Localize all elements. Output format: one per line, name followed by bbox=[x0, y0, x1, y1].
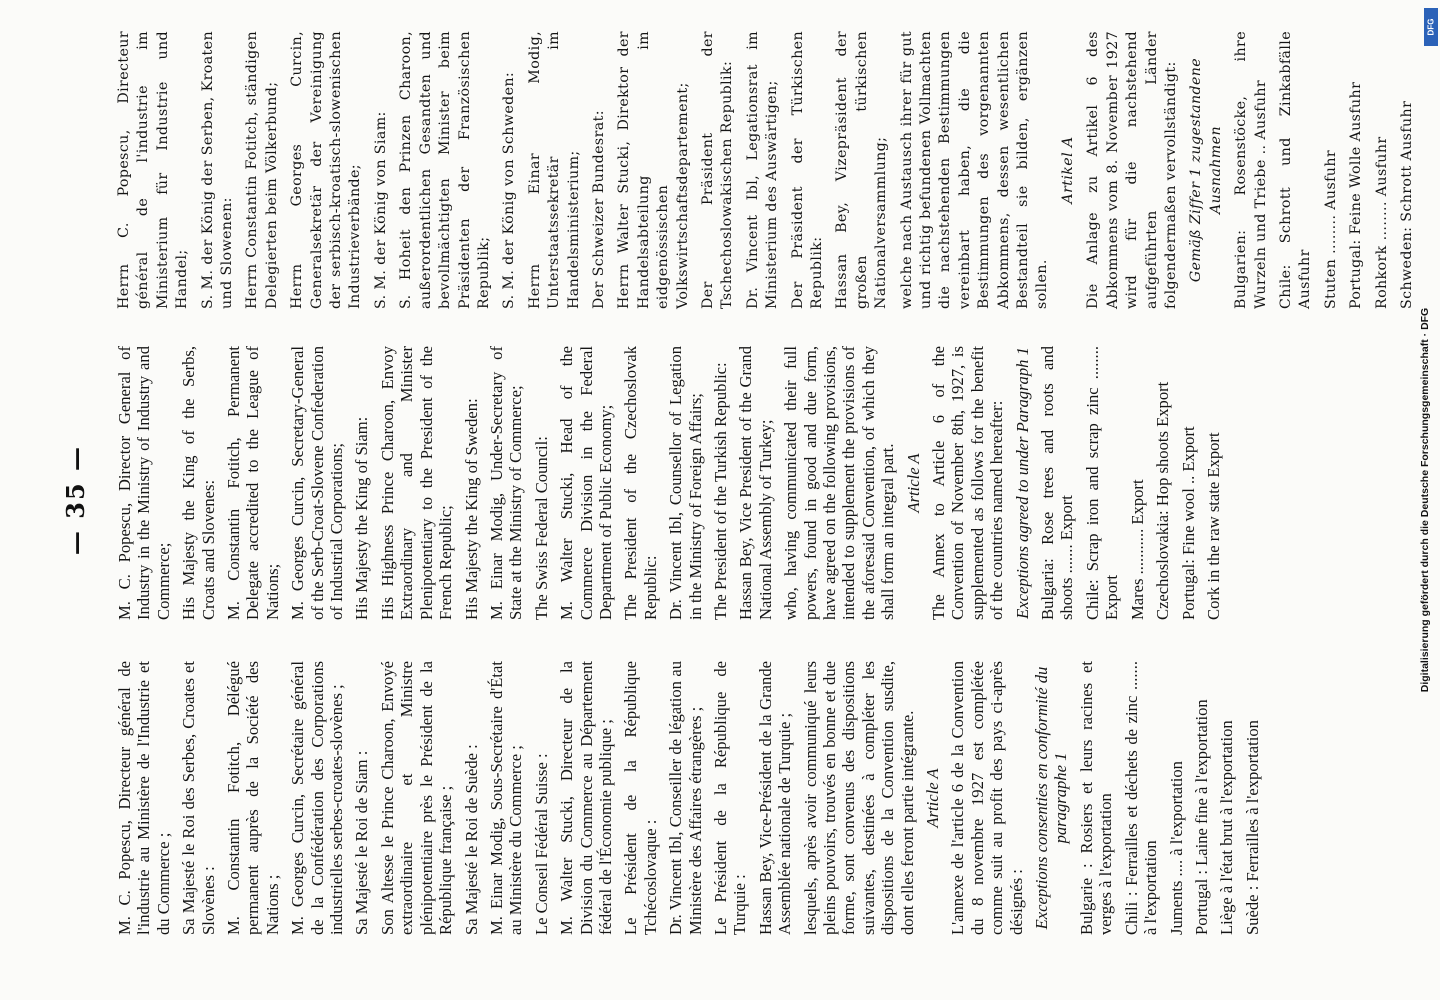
de-paragraph: Der Präsident der Türkischen Republik: bbox=[789, 31, 825, 309]
en-paragraph: M. Georges Curcin, Secretary-General of the Serb-Croat-Slovene Confederation of Industrial Corporations; bbox=[288, 346, 347, 620]
en-paragraph: Article A bbox=[903, 453, 923, 513]
en-paragraph: Chile: Scrap iron and scrap zinc ........ Export bbox=[1082, 346, 1122, 620]
fr-paragraph: Hassan Bey, Vice-Président de la Grande Assemblée nationale de Turquie ; bbox=[755, 661, 795, 935]
de-paragraph: Chile: Schrott und Zinkabfälle Ausfuhr bbox=[1277, 31, 1314, 309]
fr-paragraph: L'annexe de l'article 6 de la Convention du 8 novembre 1927 est complétée comme suit au profit des pays ci-après désignés : bbox=[948, 661, 1026, 935]
de-paragraph: welche nach Austausch ihrer für gut und richtig befundenen Vollmachten die nachstehenden Bestimmungen vereinbart haben, die die Bestimmungen des vorgenannten Abkommens, dessen wesentlichen Bestandteil sie bilden, ergänzen sollen. bbox=[898, 31, 1051, 309]
en-paragraph: Bulgaria: Rose trees and roots and shoots ....... Export bbox=[1038, 346, 1077, 620]
en-paragraph: M. Constantin Fotitch, Permanent Delegate accredited to the League of Nations; bbox=[224, 346, 282, 620]
de-paragraph: Herrn Constantin Fotitch, ständigen Delegierten beim Völkerbund; bbox=[244, 31, 280, 309]
de-paragraph: S. M. der König von Siam: bbox=[372, 111, 389, 309]
digitization-credit: Digitalisierung gefördert durch die Deutsche Forschungsgemeinschaft · DFG bbox=[1419, 307, 1431, 693]
de-paragraph: Herrn Einar Modig, Unterstaatssekretär im Handelsministerium; bbox=[526, 31, 582, 309]
fr-paragraph: M. Einar Modig, Sous-Secrétaire d'État au Ministère du Commerce ; bbox=[486, 661, 526, 935]
de-paragraph: Schweden: Schrott Ausfuhr bbox=[1398, 100, 1415, 309]
dfg-logo-text: DFG bbox=[1426, 18, 1436, 36]
en-paragraph: His Highness Prince Charoon, Envoy Extraordinary and Minister Plenipotentiary to the President of the French Republic; bbox=[377, 346, 456, 620]
french-column bbox=[115, 661, 1265, 935]
de-paragraph: Bulgarien: Rosenstöcke, ihre Wurzeln und Triebe .. Ausfuhr bbox=[1233, 31, 1269, 309]
de-paragraph: Herrn Georges Curcin, Generalsekretär der Vereinigung der serbisch-kroatisch-slowenischen Industrieverbände; bbox=[289, 31, 364, 309]
fr-paragraph: Le Président de la République de Turquie : bbox=[710, 661, 750, 935]
en-paragraph: Dr. Vincent Ibl, Counsellor of Legation in the Ministry of Foreign Affairs; bbox=[666, 346, 705, 620]
de-paragraph: Der Schweizer Bundesrat: bbox=[590, 110, 607, 309]
digitization-sidebar bbox=[1410, 0, 1440, 1000]
en-paragraph: M. C. Popescu, Director General of Industry in the Ministry of Industry and Commerce; bbox=[115, 346, 173, 620]
de-paragraph: Artikel A bbox=[1059, 136, 1076, 204]
en-paragraph: The President of the Czechoslovak Republic: bbox=[621, 346, 660, 620]
en-paragraph: Mares ........... Export bbox=[1127, 479, 1147, 620]
fr-paragraph: M. Constantin Fotitch, Délégué permanent auprès de la Société des Nations ; bbox=[224, 661, 282, 935]
en-paragraph: Czechoslovakia: Hop shoots Export bbox=[1153, 381, 1173, 620]
en-paragraph: Hassan Bey, Vice President of the Grand National Assembly of Turkey; bbox=[736, 346, 775, 620]
de-paragraph: Stuten ........ Ausfuhr bbox=[1322, 149, 1339, 309]
en-paragraph: who, having communicated their full powers, found in good and due form, have agreed on the following provisions, intended to supplement the provisions of the aforesaid Convention, of which they shall form an integral part. bbox=[781, 346, 898, 620]
fr-paragraph: Bulgarie : Rosiers et leurs racines et verges à l'exportation bbox=[1076, 661, 1116, 935]
fr-paragraph: Sa Majesté le Roi de Suède : bbox=[461, 744, 481, 935]
en-paragraph: M. Einar Modig, Under-Secretary of State at the Ministry of Commerce; bbox=[486, 346, 526, 620]
fr-paragraph: M. Georges Curcin, Secrétaire général de la Confédération des Corporations industrielles serbes-croates-slovènes ; bbox=[288, 661, 347, 935]
german-column bbox=[115, 31, 1415, 309]
de-paragraph: S. Hoheit den Prinzen Charoon, außerordentlichen Gesandten und bevollmächtigten Minister beim Präsidenten der Französischen Republik; bbox=[398, 31, 492, 309]
de-paragraph: Rohkork ........ Ausfuhr bbox=[1373, 136, 1390, 309]
fr-paragraph: Son Altesse le Prince Charoon, Envoyé extraordinaire et Ministre plénipotentiaire près le Président de la République française ; bbox=[377, 661, 456, 935]
de-paragraph: Der Präsident der Tschechoslowakischen Republik: bbox=[699, 31, 736, 309]
fr-paragraph: Exceptions consenties en conformité du paragraphe 1 bbox=[1032, 666, 1071, 930]
rotated-page-content bbox=[37, 31, 1415, 965]
fr-paragraph: M. Walter Stucki, Directeur de la Division du Commerce au Département fédéral de l'Économie publique ; bbox=[557, 661, 615, 935]
fr-paragraph: Suède : Ferrailles à l'exportation bbox=[1242, 720, 1262, 935]
de-paragraph: Herrn Walter Stucki, Direktor der Handelsabteilung im eidgenössischen Volkswirtschaftsdepartement; bbox=[616, 31, 691, 309]
fr-paragraph: Le Conseil Fédéral Suisse : bbox=[531, 753, 551, 935]
english-column bbox=[115, 346, 1265, 620]
en-paragraph: Portugal: Fine wool .. Export bbox=[1178, 426, 1198, 620]
fr-paragraph: Juments .... à l'exportation bbox=[1166, 761, 1186, 935]
de-paragraph: Gemäß Ziffer 1 zugestandene Ausnahmen bbox=[1188, 57, 1224, 283]
fr-paragraph: Article A bbox=[923, 768, 943, 828]
de-paragraph: Hassan Bey, Vizepräsident der großen türkischen Nationalversammlung; bbox=[834, 31, 890, 309]
en-paragraph: Exceptions agreed to under Paragraph 1 bbox=[1012, 347, 1032, 619]
en-paragraph: M. Walter Stucki, Head of the Commerce Division in the Federal Department of Public Economy; bbox=[557, 346, 615, 620]
page-number: — 35 — bbox=[61, 444, 90, 556]
en-paragraph: The Swiss Federal Council: bbox=[531, 436, 551, 620]
fr-paragraph: Liège à l'état brut à l'exportation bbox=[1217, 720, 1237, 935]
en-paragraph: His Majesty the King of Sweden: bbox=[461, 398, 481, 620]
dfg-logo bbox=[1424, 8, 1438, 46]
fr-paragraph: Sa Majesté le Roi des Serbes, Croates et Slovènes : bbox=[179, 661, 218, 935]
de-paragraph: Herrn C. Popescu, Directeur général de l'industrie im Ministerium für Industrie und Handel; bbox=[116, 31, 191, 309]
de-paragraph: S. M. der König der Serben, Kroaten und Slowenen: bbox=[199, 31, 236, 309]
de-paragraph: Portugal: Feine Wolle Ausfuhr bbox=[1348, 81, 1365, 309]
de-paragraph: S. M. der König von Schweden: bbox=[501, 71, 518, 309]
en-paragraph: Cork in the raw state Export bbox=[1203, 432, 1223, 620]
de-paragraph: Dr. Vincent Ibl, Legationsrat im Ministerium des Auswärtigen; bbox=[744, 31, 781, 309]
de-paragraph: Die Anlage zu Artikel 6 des Abkommens vom 8. November 1927 wird für die nachstehend aufgeführten Länder folgendermaßen vervollständigt: bbox=[1085, 31, 1179, 309]
en-paragraph: The President of the Turkish Republic: bbox=[710, 362, 730, 620]
fr-paragraph: Chili : Ferrailles et déchets de zinc ....... à l'exportation bbox=[1121, 661, 1161, 935]
fr-paragraph: Portugal : Laine fine à l'exportation bbox=[1191, 699, 1211, 935]
fr-paragraph: Sa Majesté le Roi de Siam : bbox=[352, 750, 372, 935]
en-paragraph: The Annex to Article 6 of the Convention of November 8th, 1927, is supplemented as follows for the benefit of the countries named hereafter: bbox=[929, 346, 1007, 620]
fr-paragraph: M. C. Popescu, Directeur général de l'industrie au Ministère de l'Industrie et du Commerce ; bbox=[115, 661, 173, 935]
en-paragraph: His Majesty the King of Siam: bbox=[352, 416, 372, 620]
fr-paragraph: Le Président de la République Tchécoslovaque : bbox=[621, 661, 660, 935]
fr-paragraph: lesquels, après avoir communiqué leurs pleins pouvoirs, trouvés en bonne et due forme, sont convenus des dispositions suivantes, destinées à compléter les dispositions de la Convention susdite, dont elles feront partie intégrante. bbox=[800, 661, 917, 935]
en-paragraph: His Majesty the King of the Serbs, Croats and Slovenes: bbox=[179, 346, 218, 620]
fr-paragraph: Dr. Vincent Ibl, Conseiller de légation au Ministère des Affaires étrangères ; bbox=[666, 661, 705, 935]
